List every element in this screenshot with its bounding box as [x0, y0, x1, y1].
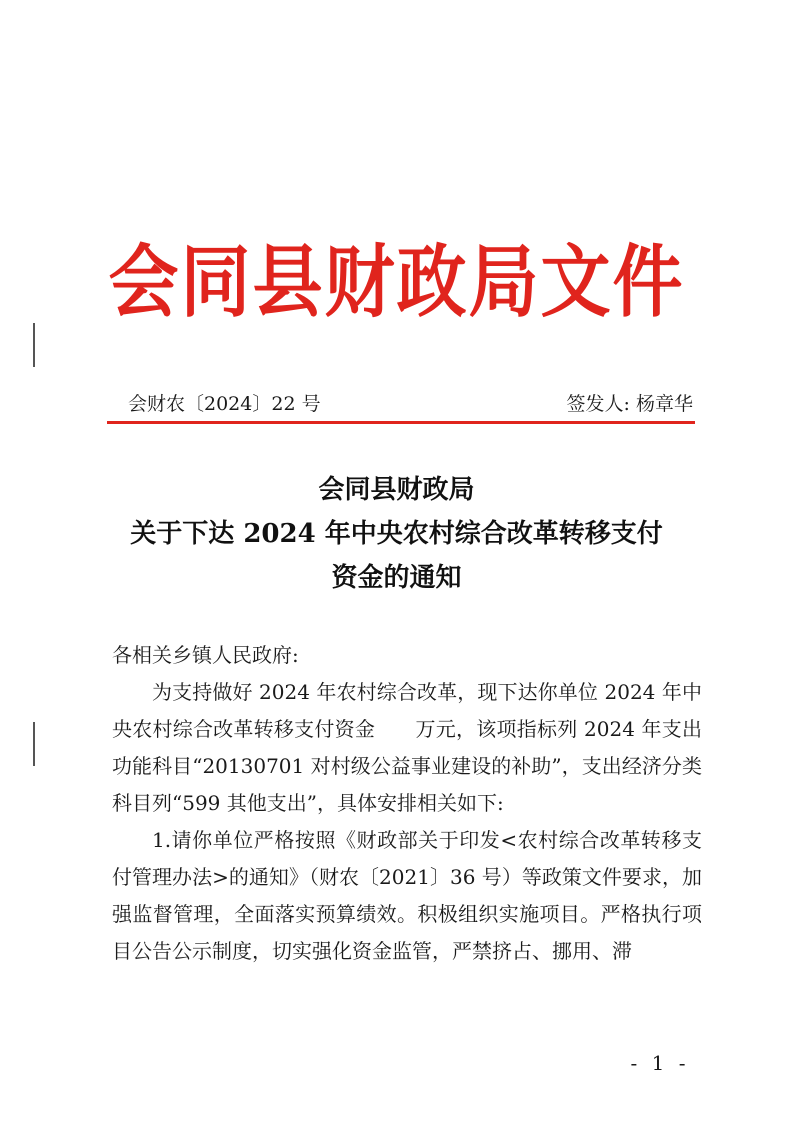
- notice-title: [0, 468, 793, 600]
- document-meta-row: [128, 389, 693, 419]
- body-paragraph: 1.请你单位严格按照《财政部关于印发<农村综合改革转移支付管理办法>的通知》（财农〔2021〕36 号）等政策文件要求，加强监督管理，全面落实预算绩效。积极组织实施项目。严格执行项目公告公示制度，切实强化资金监管，严禁挤占、挪用、滞: [112, 828, 702, 963]
- signer: 签发人: 杨章华: [566, 393, 693, 415]
- document-body: [112, 637, 702, 970]
- document-header-title: 会同县财政局文件: [108, 234, 685, 328]
- page-number: - 1 -: [630, 1051, 690, 1075]
- notice-title-line: 资金的通知: [331, 563, 462, 593]
- scan-binding-mark: [33, 722, 35, 766]
- red-divider-line: [107, 421, 695, 424]
- salutation: 各相关乡镇人民政府:: [112, 643, 299, 667]
- document-number: 会财农〔2024〕22 号: [128, 393, 321, 415]
- notice-title-line: 会同县财政局: [318, 475, 475, 505]
- body-paragraph: 为支持做好 2024 年农村综合改革，现下达你单位 2024 年中央农村综合改革转移支付资金 万元，该项指标列 2024 年支出功能科目“20130701 对村级公益事业建设的补助”，支出经济分类科目列“599 其他支出”，具体安排相关如下:: [112, 680, 702, 815]
- notice-title-line: 关于下达 2024 年中央农村综合改革转移支付: [130, 519, 663, 549]
